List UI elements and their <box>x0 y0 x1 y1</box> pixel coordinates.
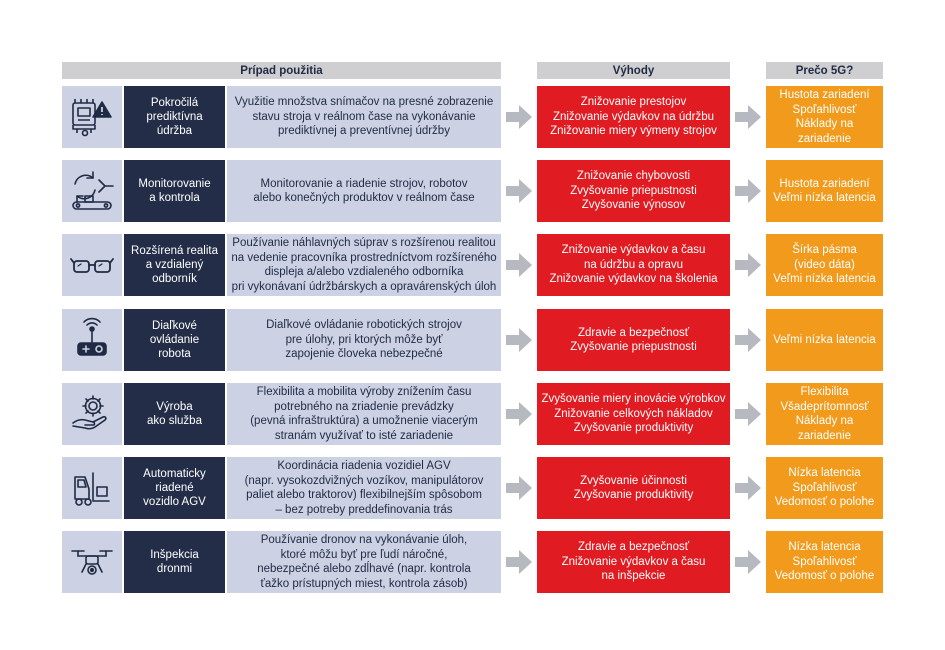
benefits-cell: Zdravie a bezpečnosť Znižovanie výdavkov a času na inšpekcie <box>537 531 730 593</box>
row-agv <box>0 457 945 519</box>
use-case-description: Využitie množstva snímačov na presné zobrazenie stavu stroja v reálnom čase na vykonávanie prediktívnej a preventívnej údržby <box>227 86 501 148</box>
remote-control-icon <box>69 317 115 363</box>
use-case-description: Diaľkové ovládanie robotických strojov pre úlohy, pri ktorých môže byť zapojenie človeka nebezpečné <box>227 309 501 371</box>
arrow-right-icon <box>506 402 532 426</box>
why-5g-cell: Šírka pásma (video dáta) Veľmi nízka latencia <box>766 234 883 296</box>
row-manufacturing-as-service <box>0 383 945 445</box>
use-case-name: Rozšírená realita a vzdialený odborník <box>124 234 225 296</box>
why-5g-cell: Nízka latencia Spoľahlivosť Vedomosť o polohe <box>766 457 883 519</box>
use-case-name: Pokročilá prediktívna údržba <box>124 86 225 148</box>
header-benefits: Výhody <box>537 62 730 79</box>
drone-icon <box>69 539 115 585</box>
use-case-description: Používanie náhlavných súprav s rozšírenou realitou na vedenie pracovníka prostredníctvom rozšíreného displeja a/alebo vzdialeného odborníka pri vykonávaní údržbárskych a opravárenských úloh <box>227 234 501 296</box>
benefits-cell: Zvyšovanie účinnosti Zvyšovanie produktivity <box>537 457 730 519</box>
header-why-5g: Prečo 5G? <box>766 62 883 79</box>
icon-cell <box>62 160 122 222</box>
conveyor-monitoring-icon <box>69 168 115 214</box>
use-case-name: Diaľkové ovládanie robota <box>124 309 225 371</box>
row-augmented-reality <box>0 234 945 296</box>
benefits-cell: Znižovanie chybovosti Zvyšovanie priepustnosti Zvyšovanie výnosov <box>537 160 730 222</box>
why-5g-cell: Flexibilita Všadeprítomnosť Náklady na zariadenie <box>766 383 883 445</box>
use-case-description: Koordinácia riadenia vozidiel AGV (napr. vysokozdvižných vozíkov, manipulátorov paliet alebo traktorov) flexibilnejším spôsobom – bez potreby preddefinovania trás <box>227 457 501 519</box>
benefits-cell: Zvyšovanie miery inovácie výrobkov Znižovanie celkových nákladov Zvyšovanie produktivity <box>537 383 730 445</box>
benefits-cell: Znižovanie prestojov Znižovanie výdavkov na údržbu Znižovanie miery výmeny strojov <box>537 86 730 148</box>
arrow-right-icon <box>735 179 761 203</box>
use-case-name: Inšpekcia dronmi <box>124 531 225 593</box>
use-case-description: Používanie dronov na vykonávanie úloh, ktoré môžu byť pre ľudí náročné, nebezpečné alebo zdĺhavé (napr. kontrola ťažko prístupných miest, kontrola zásob) <box>227 531 501 593</box>
arrow-right-icon <box>506 253 532 277</box>
use-case-name: Výroba ako služba <box>124 383 225 445</box>
use-case-description: Monitorovanie a riadenie strojov, robotov alebo konečných produktov v reálnom čase <box>227 160 501 222</box>
row-predictive-maintenance <box>0 86 945 148</box>
use-case-name: Monitorovanie a kontrola <box>124 160 225 222</box>
header-use-case: Prípad použitia <box>62 62 501 79</box>
icon-cell <box>62 234 122 296</box>
icon-cell <box>62 383 122 445</box>
agv-forklift-icon <box>69 465 115 511</box>
why-5g-cell: Nízka latencia Spoľahlivosť Vedomosť o polohe <box>766 531 883 593</box>
why-5g-cell: Hustota zariadení Veľmi nízka latencia <box>766 160 883 222</box>
ar-glasses-icon <box>69 242 115 288</box>
arrow-right-icon <box>735 550 761 574</box>
icon-cell <box>62 309 122 371</box>
row-monitoring-control <box>0 160 945 222</box>
row-remote-robot <box>0 309 945 371</box>
use-case-name: Automaticky riadené vozidlo AGV <box>124 457 225 519</box>
icon-cell <box>62 457 122 519</box>
arrow-right-icon <box>506 476 532 500</box>
icon-cell <box>62 86 122 148</box>
why-5g-cell: Veľmi nízka latencia <box>766 309 883 371</box>
arrow-right-icon <box>506 550 532 574</box>
arrow-right-icon <box>735 253 761 277</box>
machine-warning-icon <box>69 94 115 140</box>
benefits-cell: Znižovanie výdavkov a času na údržbu a opravu Znižovanie výdavkov na školenia <box>537 234 730 296</box>
use-case-description: Flexibilita a mobilita výroby znížením času potrebného na zriadenie prevádzky (pevná infraštruktúra) a umožnenie viacerým stranám využívať to isté zariadenie <box>227 383 501 445</box>
row-drone-inspection <box>0 531 945 593</box>
icon-cell <box>62 531 122 593</box>
arrow-right-icon <box>506 105 532 129</box>
arrow-right-icon <box>735 402 761 426</box>
why-5g-cell: Hustota zariadení Spoľahlivosť Náklady na zariadenie <box>766 86 883 148</box>
gear-hand-icon <box>69 391 115 437</box>
arrow-right-icon <box>735 328 761 352</box>
arrow-right-icon <box>735 476 761 500</box>
arrow-right-icon <box>506 328 532 352</box>
arrow-right-icon <box>735 105 761 129</box>
arrow-right-icon <box>506 179 532 203</box>
benefits-cell: Zdravie a bezpečnosť Zvyšovanie priepustnosti <box>537 309 730 371</box>
